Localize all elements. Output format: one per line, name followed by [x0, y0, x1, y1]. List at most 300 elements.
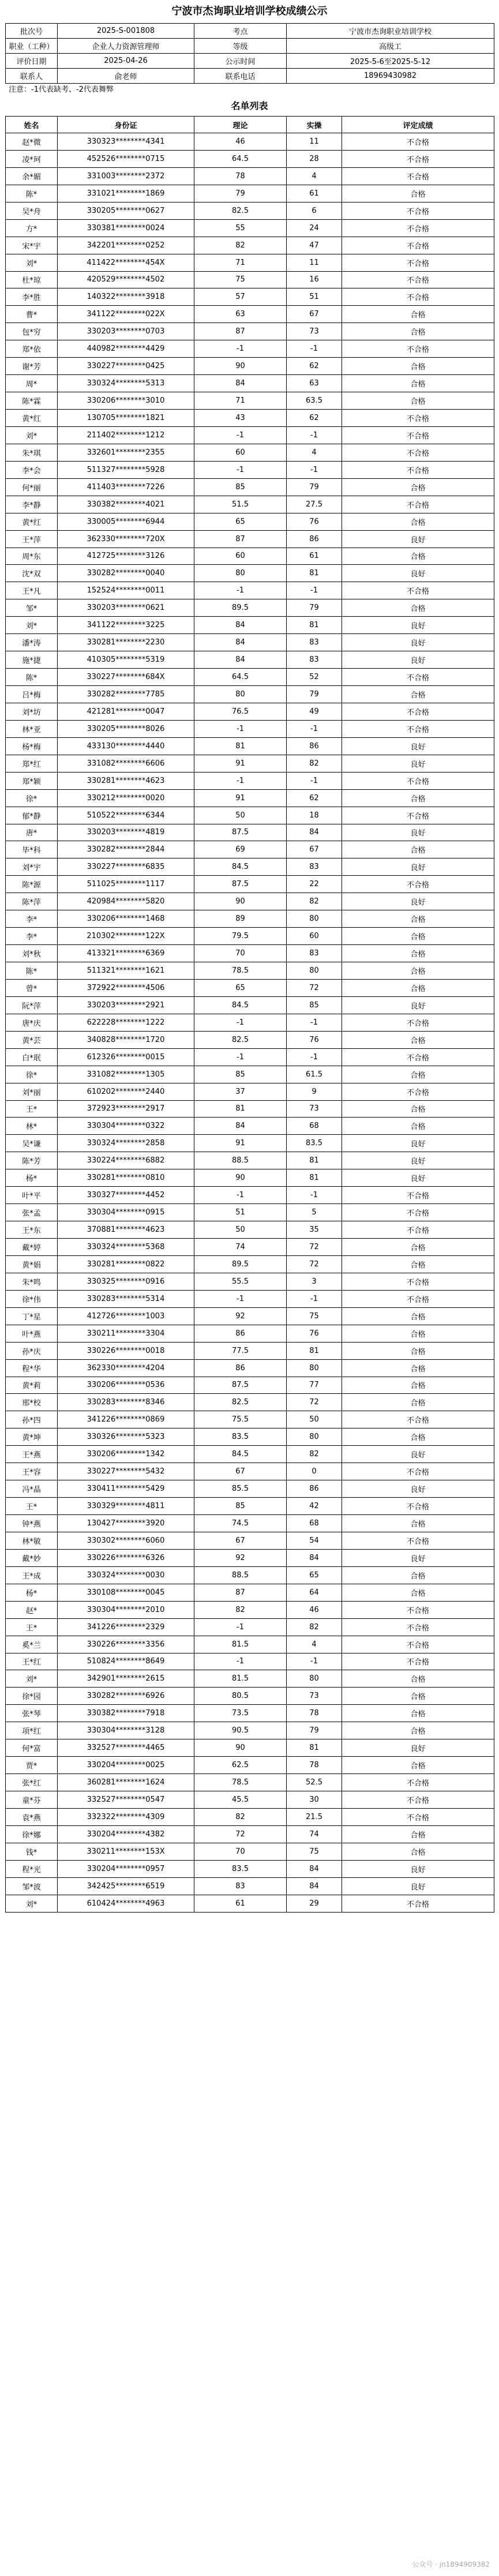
result-cell: 良好: [342, 634, 494, 651]
theory-cell: 85.5: [194, 1480, 287, 1498]
id-cell: 210302********122X: [58, 928, 194, 945]
theory-cell: 60: [194, 444, 287, 461]
table-row: [6, 1169, 494, 1187]
name-cell: 吴*舟: [6, 202, 58, 219]
practice-cell: -1: [287, 582, 342, 599]
table-row: [6, 1446, 494, 1463]
name-cell: 何*富: [6, 1739, 58, 1757]
info-label: 联系人: [6, 69, 58, 84]
id-cell: 330382********7918: [58, 1705, 194, 1722]
theory-cell: 80: [194, 565, 287, 582]
id-cell: 330326********5323: [58, 1428, 194, 1446]
practice-cell: -1: [287, 1290, 342, 1307]
practice-cell: 83: [287, 945, 342, 962]
name-cell: 王*红: [6, 1653, 58, 1670]
id-cell: 130427********3920: [58, 1515, 194, 1532]
result-cell: 不合格: [342, 444, 494, 461]
table-row: [6, 444, 494, 461]
practice-cell: 82: [287, 755, 342, 772]
id-cell: 440982********4429: [58, 340, 194, 358]
id-cell: 342201********0252: [58, 237, 194, 254]
result-cell: 不合格: [342, 1273, 494, 1290]
info-label: 批次号: [6, 24, 58, 39]
table-row: [6, 962, 494, 980]
theory-cell: 87: [194, 530, 287, 548]
theory-cell: 82: [194, 237, 287, 254]
theory-cell: 75: [194, 271, 287, 288]
table-row: [6, 1290, 494, 1307]
result-cell: 合格: [342, 1843, 494, 1860]
table-row: [6, 1825, 494, 1843]
name-cell: 陈*: [6, 669, 58, 686]
practice-cell: 80: [287, 1359, 342, 1377]
theory-cell: 80: [194, 686, 287, 703]
theory-cell: 84.5: [194, 858, 287, 876]
id-cell: 372922********4506: [58, 979, 194, 996]
theory-cell: 57: [194, 288, 287, 306]
theory-cell: 90: [194, 358, 287, 375]
table-row: [6, 1601, 494, 1618]
name-cell: 王*凡: [6, 582, 58, 599]
theory-cell: 65: [194, 513, 287, 530]
practice-cell: 80: [287, 1670, 342, 1688]
practice-cell: 63: [287, 375, 342, 392]
practice-cell: 54: [287, 1532, 342, 1549]
theory-cell: 90: [194, 1739, 287, 1757]
practice-cell: 78: [287, 1705, 342, 1722]
name-cell: 孙*庆: [6, 1342, 58, 1359]
name-cell: 李*胜: [6, 288, 58, 306]
table-row: [6, 392, 494, 410]
result-cell: 合格: [342, 945, 494, 962]
result-cell: 合格: [342, 375, 494, 392]
name-cell: 陈*萍: [6, 893, 58, 910]
page: [5, 0, 494, 1913]
practice-cell: 60: [287, 928, 342, 945]
result-cell: 不合格: [342, 150, 494, 167]
practice-cell: 73: [287, 323, 342, 340]
theory-cell: 73.5: [194, 1705, 287, 1722]
result-cell: 不合格: [342, 1774, 494, 1791]
practice-cell: 86: [287, 1480, 342, 1498]
name-cell: 黄*莉: [6, 1377, 58, 1394]
result-cell: 良好: [342, 565, 494, 582]
name-cell: 赵*: [6, 1601, 58, 1618]
practice-cell: 76: [287, 513, 342, 530]
watermark: 公众号 · jn1894909382: [412, 2560, 490, 2568]
id-cell: 330304********0915: [58, 1204, 194, 1221]
practice-cell: -1: [287, 461, 342, 478]
theory-cell: -1: [194, 720, 287, 737]
info-table: [5, 23, 494, 84]
theory-cell: -1: [194, 772, 287, 789]
table-row: [6, 375, 494, 392]
theory-cell: 92: [194, 1549, 287, 1566]
id-cell: 330203********0703: [58, 323, 194, 340]
result-cell: 不合格: [342, 1808, 494, 1825]
practice-cell: 61: [287, 548, 342, 565]
theory-cell: -1: [194, 582, 287, 599]
name-cell: 周*东: [6, 548, 58, 565]
practice-cell: 64: [287, 1584, 342, 1601]
info-value: 高级工: [287, 39, 494, 54]
id-cell: 330226********6326: [58, 1549, 194, 1566]
table-row: [6, 1739, 494, 1757]
table-row: [6, 1895, 494, 1912]
result-cell: 不合格: [342, 772, 494, 789]
result-cell: 合格: [342, 1825, 494, 1843]
result-cell: 合格: [342, 962, 494, 980]
practice-cell: 83.5: [287, 1135, 342, 1152]
name-cell: 刘*: [6, 617, 58, 634]
practice-cell: 72: [287, 979, 342, 996]
result-cell: 合格: [342, 1722, 494, 1739]
name-cell: 宋*宇: [6, 237, 58, 254]
id-cell: 330381********0024: [58, 219, 194, 237]
table-row: [6, 1031, 494, 1048]
table-row: [6, 1187, 494, 1204]
theory-cell: 65: [194, 979, 287, 996]
result-cell: 不合格: [342, 461, 494, 478]
id-cell: 330283********8346: [58, 1394, 194, 1411]
table-row: [6, 1532, 494, 1549]
table-row: [6, 185, 494, 202]
practice-cell: 82: [287, 893, 342, 910]
info-label: 职业（工种）: [6, 39, 58, 54]
name-cell: 王*东: [6, 1221, 58, 1239]
result-cell: 合格: [342, 1342, 494, 1359]
name-cell: 徐*园: [6, 1688, 58, 1705]
theory-cell: 84.5: [194, 1446, 287, 1463]
practice-cell: 3: [287, 1273, 342, 1290]
table-row: [6, 410, 494, 427]
table-row: [6, 928, 494, 945]
theory-cell: 82.5: [194, 1031, 287, 1048]
table-row: [6, 358, 494, 375]
practice-cell: 72: [287, 1394, 342, 1411]
practice-cell: 81: [287, 1739, 342, 1757]
id-cell: 511327********5928: [58, 461, 194, 478]
name-cell: 杨*: [6, 1169, 58, 1187]
id-cell: 622228********1222: [58, 1014, 194, 1031]
result-cell: 良好: [342, 1877, 494, 1895]
table-row: [6, 478, 494, 496]
result-cell: 合格: [342, 478, 494, 496]
result-cell: 不合格: [342, 340, 494, 358]
result-cell: 合格: [342, 306, 494, 323]
theory-cell: 89.5: [194, 599, 287, 617]
name-cell: 阮*萍: [6, 996, 58, 1014]
result-cell: 良好: [342, 755, 494, 772]
result-cell: 良好: [342, 617, 494, 634]
name-cell: 吴*谦: [6, 1135, 58, 1152]
practice-cell: 47: [287, 237, 342, 254]
id-cell: 140322********3918: [58, 288, 194, 306]
theory-cell: 89: [194, 910, 287, 928]
theory-cell: -1: [194, 461, 287, 478]
id-cell: 211402********1212: [58, 426, 194, 444]
id-cell: 330203********4819: [58, 824, 194, 841]
table-row: [6, 1428, 494, 1446]
result-cell: 合格: [342, 789, 494, 807]
id-cell: 330205********0627: [58, 202, 194, 219]
table-row: [6, 1239, 494, 1256]
practice-cell: 62: [287, 789, 342, 807]
info-label: 联系电话: [194, 69, 287, 84]
name-cell: 潘*涛: [6, 634, 58, 651]
theory-cell: 83.5: [194, 1428, 287, 1446]
table-row: [6, 133, 494, 151]
result-cell: 合格: [342, 1100, 494, 1118]
practice-cell: 0: [287, 1463, 342, 1480]
practice-cell: 6: [287, 202, 342, 219]
practice-cell: 22: [287, 876, 342, 893]
practice-cell: 83: [287, 651, 342, 669]
id-cell: 332601********2355: [58, 444, 194, 461]
id-cell: 330206********3010: [58, 392, 194, 410]
name-cell: 张*孟: [6, 1204, 58, 1221]
result-cell: 合格: [342, 1757, 494, 1774]
name-cell: 王*: [6, 1618, 58, 1636]
name-cell: 黄*坤: [6, 1428, 58, 1446]
theory-cell: 64.5: [194, 150, 287, 167]
id-cell: 610202********2440: [58, 1083, 194, 1100]
theory-cell: -1: [194, 1187, 287, 1204]
practice-cell: 51: [287, 288, 342, 306]
theory-cell: -1: [194, 1618, 287, 1636]
practice-cell: 72: [287, 1255, 342, 1273]
table-row: [6, 237, 494, 254]
table-row: [6, 513, 494, 530]
result-cell: 不合格: [342, 1653, 494, 1670]
name-cell: 李*: [6, 910, 58, 928]
info-value: 企业人力资源管理师: [58, 39, 194, 54]
result-cell: 不合格: [342, 703, 494, 720]
id-cell: 330204********4382: [58, 1825, 194, 1843]
table-row: [6, 945, 494, 962]
id-cell: 330283********5314: [58, 1290, 194, 1307]
result-cell: 良好: [342, 1739, 494, 1757]
practice-cell: 79: [287, 686, 342, 703]
table-row: [6, 669, 494, 686]
table-row: [6, 1549, 494, 1566]
name-cell: 奚*兰: [6, 1636, 58, 1653]
id-cell: 452526********0715: [58, 150, 194, 167]
practice-cell: 30: [287, 1791, 342, 1809]
table-row: [6, 893, 494, 910]
table-row: [6, 1498, 494, 1515]
name-cell: 丁*星: [6, 1307, 58, 1325]
practice-cell: 65: [287, 1566, 342, 1584]
id-cell: 330204********0957: [58, 1860, 194, 1877]
id-cell: 511321********1621: [58, 962, 194, 980]
table-row: [6, 1791, 494, 1809]
theory-cell: -1: [194, 340, 287, 358]
result-cell: 不合格: [342, 1187, 494, 1204]
name-cell: 白*珉: [6, 1048, 58, 1066]
name-cell: 黄*红: [6, 410, 58, 427]
theory-cell: 63: [194, 306, 287, 323]
table-row: [6, 1342, 494, 1359]
id-cell: 330226********3356: [58, 1636, 194, 1653]
name-cell: 邹*波: [6, 1877, 58, 1895]
info-value: 2025-5-6至2025-5-12: [287, 54, 494, 69]
info-label: 考点: [194, 24, 287, 39]
practice-cell: 29: [287, 1895, 342, 1912]
practice-cell: 78: [287, 1757, 342, 1774]
practice-cell: 85: [287, 996, 342, 1014]
result-cell: 良好: [342, 893, 494, 910]
theory-cell: 86: [194, 1359, 287, 1377]
name-cell: 方*: [6, 219, 58, 237]
name-cell: 徐*娜: [6, 1825, 58, 1843]
result-cell: 不合格: [342, 1083, 494, 1100]
result-cell: 不合格: [342, 496, 494, 513]
id-cell: 330324********5368: [58, 1239, 194, 1256]
result-cell: 不合格: [342, 1791, 494, 1809]
table-row: [6, 548, 494, 565]
theory-cell: 87.5: [194, 876, 287, 893]
name-cell: 施*捷: [6, 651, 58, 669]
theory-cell: 43: [194, 410, 287, 427]
practice-cell: 83: [287, 634, 342, 651]
table-row: [6, 1774, 494, 1791]
theory-cell: 89.5: [194, 1255, 287, 1273]
id-cell: 330281********0822: [58, 1255, 194, 1273]
result-cell: 不合格: [342, 720, 494, 737]
table-row: [6, 651, 494, 669]
practice-cell: 9: [287, 1083, 342, 1100]
result-cell: 合格: [342, 1359, 494, 1377]
practice-cell: 84: [287, 1549, 342, 1566]
id-cell: 330282********0040: [58, 565, 194, 582]
name-cell: 刘*: [6, 254, 58, 271]
table-row: [6, 1705, 494, 1722]
info-value: 18969430982: [287, 69, 494, 84]
result-cell: 不合格: [342, 1204, 494, 1221]
practice-cell: 28: [287, 150, 342, 167]
theory-cell: 76.5: [194, 703, 287, 720]
theory-cell: 91: [194, 1135, 287, 1152]
name-cell: 邹*: [6, 599, 58, 617]
practice-cell: 79: [287, 599, 342, 617]
result-cell: 不合格: [342, 1498, 494, 1515]
id-cell: 330324********2858: [58, 1135, 194, 1152]
practice-cell: 49: [287, 703, 342, 720]
table-row: [6, 323, 494, 340]
name-cell: 钱*: [6, 1843, 58, 1860]
id-cell: 330282********2844: [58, 841, 194, 858]
result-cell: 合格: [342, 928, 494, 945]
practice-cell: 79: [287, 1722, 342, 1739]
table-row: [6, 686, 494, 703]
theory-cell: 70: [194, 945, 287, 962]
result-cell: 合格: [342, 979, 494, 996]
table-row: [6, 1152, 494, 1169]
name-cell: 包*穷: [6, 323, 58, 340]
theory-cell: 60: [194, 548, 287, 565]
practice-cell: 4: [287, 167, 342, 185]
name-cell: 林*敏: [6, 1532, 58, 1549]
roster-body: [6, 133, 494, 1913]
theory-cell: 88.5: [194, 1152, 287, 1169]
name-cell: 程*光: [6, 1860, 58, 1877]
theory-cell: 84: [194, 634, 287, 651]
name-cell: 郑*颖: [6, 772, 58, 789]
info-value: 宁波市杰询职业培训学校: [287, 24, 494, 39]
table-row: [6, 167, 494, 185]
result-cell: 合格: [342, 392, 494, 410]
theory-cell: 62.5: [194, 1757, 287, 1774]
name-cell: 黄*红: [6, 513, 58, 530]
result-cell: 良好: [342, 1480, 494, 1498]
roster-table: [5, 116, 494, 1913]
practice-cell: 82: [287, 1446, 342, 1463]
id-cell: 330205********8026: [58, 720, 194, 737]
theory-cell: 45.5: [194, 1791, 287, 1809]
name-cell: 朱*鸣: [6, 1273, 58, 1290]
id-cell: 330302********6060: [58, 1532, 194, 1549]
practice-cell: 52.5: [287, 1774, 342, 1791]
table-row: [6, 1670, 494, 1688]
name-cell: 唐*庆: [6, 1014, 58, 1031]
result-cell: 不合格: [342, 1463, 494, 1480]
theory-cell: -1: [194, 426, 287, 444]
result-cell: 不合格: [342, 237, 494, 254]
practice-cell: 76: [287, 1325, 342, 1342]
theory-cell: 74.5: [194, 1515, 287, 1532]
id-cell: 341122********3225: [58, 617, 194, 634]
id-cell: 332322********4309: [58, 1808, 194, 1825]
theory-cell: 75.5: [194, 1411, 287, 1428]
name-cell: 童*芬: [6, 1791, 58, 1809]
id-cell: 330206********1468: [58, 910, 194, 928]
result-cell: 良好: [342, 824, 494, 841]
id-cell: 330281********0810: [58, 1169, 194, 1187]
practice-cell: 80: [287, 962, 342, 980]
name-cell: 曾*: [6, 979, 58, 996]
name-cell: 杨*梅: [6, 737, 58, 755]
id-cell: 411403********7226: [58, 478, 194, 496]
table-row: [6, 565, 494, 582]
name-cell: 戴*婷: [6, 1239, 58, 1256]
id-cell: 330324********5313: [58, 375, 194, 392]
table-row: [6, 254, 494, 271]
id-cell: 330281********4623: [58, 772, 194, 789]
table-row: [6, 1100, 494, 1118]
name-cell: 叶*平: [6, 1187, 58, 1204]
table-row: [6, 1757, 494, 1774]
result-cell: 合格: [342, 1428, 494, 1446]
result-cell: 合格: [342, 1307, 494, 1325]
id-cell: 330206********1342: [58, 1446, 194, 1463]
theory-cell: 91: [194, 789, 287, 807]
name-cell: 冯*晶: [6, 1480, 58, 1498]
theory-cell: 74: [194, 1239, 287, 1256]
result-cell: 合格: [342, 1239, 494, 1256]
id-cell: 330227********0425: [58, 358, 194, 375]
name-cell: 贾*: [6, 1757, 58, 1774]
practice-cell: 74: [287, 1825, 342, 1843]
table-row: [6, 841, 494, 858]
id-cell: 421281********0047: [58, 703, 194, 720]
result-cell: 不合格: [342, 1532, 494, 1549]
result-cell: 不合格: [342, 219, 494, 237]
practice-cell: 84: [287, 824, 342, 841]
table-row: [6, 1083, 494, 1100]
name-cell: 赵*微: [6, 133, 58, 151]
result-cell: 合格: [342, 841, 494, 858]
